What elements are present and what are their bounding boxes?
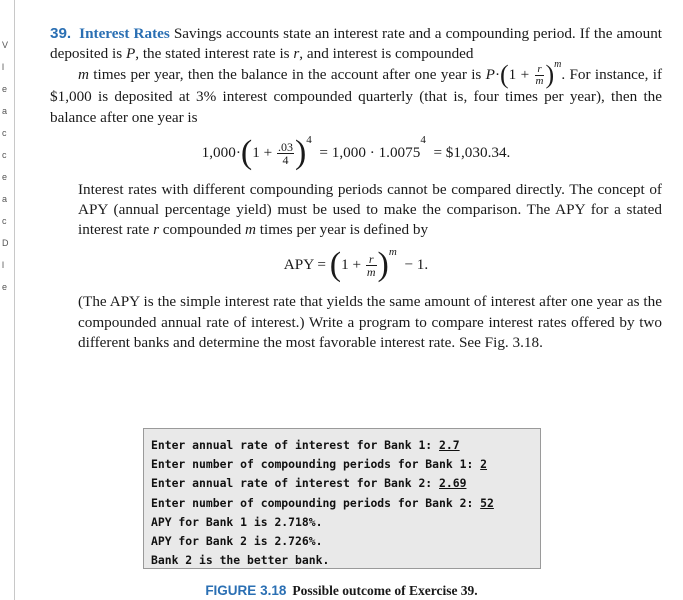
exercise-paragraph-1 — [50, 24, 662, 128]
terminal-line — [151, 474, 540, 493]
terminal-line — [151, 532, 540, 551]
exercise-number: 39. — [50, 25, 72, 42]
apy-fraction: $\frac{r}{m}$ — [366, 252, 376, 280]
intro-text-e: . For instance, if $1,000 is deposited at 3% interest compounded quarterly (that is, four times per year), then the balance after one year is — [50, 66, 663, 126]
terminal-prompt: Enter number of compounding periods for Bank 1: — [151, 457, 481, 472]
figure-label: FIGURE 3.18 — [205, 583, 287, 598]
figure-caption — [0, 583, 683, 599]
example-equation: 1,000·(1 + $\frac{.03}{4}$ )$^4 = 1,000 \cdot 1.0075^4$ = $1,030.34. — [201, 133, 511, 171]
terminal-line — [151, 513, 540, 532]
terminal-prompt: Bank 2 is the better bank. — [151, 553, 330, 568]
rate-fraction: $\frac{.03}{4}$ — [277, 139, 293, 167]
terminal-line — [151, 551, 540, 570]
terminal-line — [151, 494, 540, 513]
var-r: r — [293, 45, 300, 63]
edge-letter: e — [2, 282, 8, 292]
program-output-terminal — [143, 428, 541, 569]
terminal-prompt: Enter number of compounding periods for Bank 2: — [151, 495, 481, 510]
intro-text-b: , the stated interest rate is — [135, 45, 294, 63]
terminal-line — [151, 455, 540, 474]
figure-caption-text: Possible outcome of Exercise 39. — [292, 583, 478, 598]
terminal-prompt: APY for Bank 2 is 2.726%. — [151, 534, 323, 549]
terminal-prompt: Enter annual rate of interest for Bank 2: — [151, 476, 440, 491]
edge-letter: e — [2, 172, 8, 182]
edge-letter: V — [2, 40, 9, 50]
terminal-user-input: 52 — [480, 495, 494, 510]
exercise-paragraph-2: Interest rates with different compounding periods cannot be compared directly. The concept of APY (annual percentage yield) must be used to make the comparison. The APY for a stated interest rate r compounded m times per year is defined by — [78, 180, 662, 239]
terminal-user-input: 2 — [480, 457, 488, 472]
var-m: m — [78, 66, 89, 84]
exercise-title: Interest Rates — [79, 25, 170, 42]
edge-letter: c — [2, 216, 7, 226]
edge-letter: a — [2, 194, 8, 204]
intro-text-c: , and interest is compounded — [299, 45, 474, 63]
exercise-paragraph-3: (The APY is the simple interest rate that yields the same amount of interest after one year as the compounded annual rate of interest.) Write a program to compare interest rates offered by two different banks and determine the most favorable interest rate. See Fig. 3.18. — [78, 293, 662, 351]
edge-letter: l — [2, 62, 4, 72]
inline-formula: P·(1 + $\frac{r}{m}$ )$^m$ — [485, 59, 562, 90]
edge-letter: l — [2, 260, 4, 270]
exercise-39 — [50, 24, 662, 353]
r-over-m-fraction: $\frac{r}{m}$ — [535, 63, 544, 88]
intro-text-d: times per year, then the balance in the account after one year is — [88, 66, 486, 84]
intro-text-a: Savings accounts state an interest rate and a compounding period. If the amount deposited is — [50, 25, 663, 63]
adjacent-page-edge — [0, 0, 15, 600]
edge-letter: D — [2, 238, 9, 248]
terminal-line — [151, 436, 540, 455]
terminal-user-input: 2.69 — [439, 476, 467, 491]
edge-letter: a — [2, 106, 8, 116]
terminal-prompt: APY for Bank 1 is 2.718%. — [151, 514, 323, 529]
edge-letter: c — [2, 128, 7, 138]
edge-letter: e — [2, 84, 8, 94]
edge-letter: c — [2, 150, 7, 160]
apy-equation: APY = (1 + $\frac{r}{m}$ )$^m$ − 1. — [283, 246, 429, 284]
terminal-prompt: Enter annual rate of interest for Bank 1: — [151, 438, 440, 452]
var-p: P — [125, 45, 136, 63]
terminal-user-input: 2.7 — [439, 438, 460, 452]
